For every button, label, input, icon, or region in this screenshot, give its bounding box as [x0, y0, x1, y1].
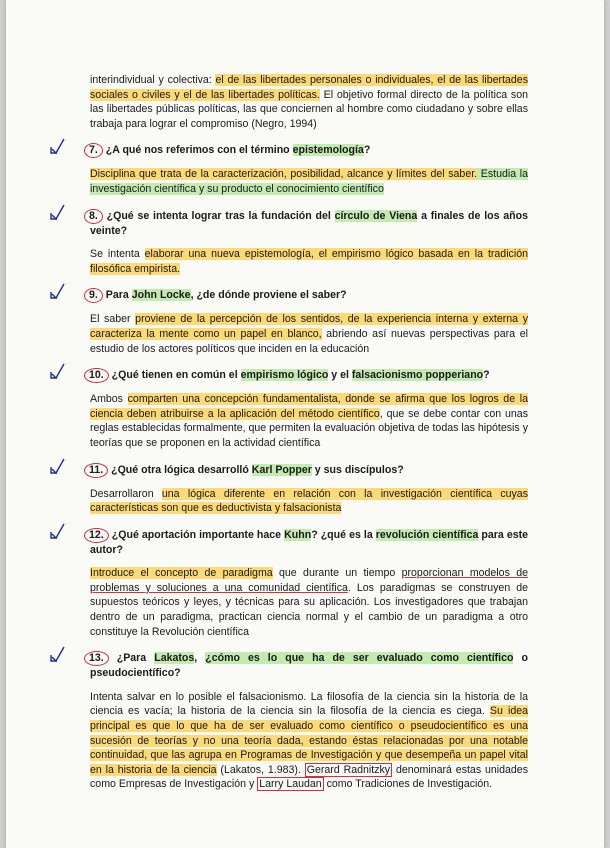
answer-9: El saber proviene de la percepción de los sentidos, de la experiencia interna y externa y caracteriza la mente como un papel en blanco, abriendo así nuevas perspectivas para el estudio de los actores políticos que inciden en la educación [90, 313, 529, 355]
question-number: 10. [84, 368, 109, 383]
answer-10: Ambos comparten una concepción fundamentalista, donde se afirma que los logros de la ciencia deben atribuirse a la aplicación del método científico, que se debe contar con unas reglas establecidas formalmente, que permiten la evaluación objetiva de todas las hipótesis y teorías que se proponen en la actividad científica [90, 393, 528, 449]
checkmark-icon [48, 362, 68, 382]
question-number: 13. [84, 651, 109, 666]
question-number: 9. [84, 288, 103, 303]
question-11: 11. ¿Qué otra lógica desarrolló Karl Popper y sus discípulos? [90, 463, 528, 478]
question-number: 7. [84, 143, 103, 158]
answer-12: Introduce el concepto de paradigma que durante un tiempo proporcionan modelos de problemas y soluciones a una comunidad científica. Los paradigmas se construyen de supuestos teóricos y leyes, y técnicas para su aplicación. Los investigadores que trabajan dentro de un paradigma, practican ciencia normal y el cambio de un paradigma a otro constituye la Revolución científica [90, 567, 528, 638]
question-7: 7. ¿A qué nos referimos con el término epistemología? [90, 143, 528, 158]
answer-13: Intenta salvar en lo posible el falsacionismo. La filosofía de la ciencia sin la historia de la ciencia es vacía; la historia de la ciencia sin la filosofía de la ciencia es ciega. Su idea principal es que lo que ha de ser evaluado como científico o pseudocientífico es una sucesión de teorías y no una teoría dada, estando éstas relacionadas por una notable continuidad, que las agrupa en Programas de Investigación y que desempeña un papel vital en la historia de la ciencia (Lakatos, 1.983). Gerard Radnitzky denominará estas unidades como Empresas de Investigación y Larry Laudan como Tradiciones de Investigación. [90, 690, 528, 791]
question-number: 12. [84, 528, 109, 543]
answer-7: Disciplina que trata de la caracterización, posibilidad, alcance y límites del saber. Estudia la investigación científica y su producto el conocimiento científico [90, 168, 529, 195]
checkmark-icon [48, 282, 68, 302]
question-10: 10. ¿Qué tienen en común el empirismo lógico y el falsacionismo popperiano? [90, 368, 528, 383]
boxed-name: Gerard Radnitzky [306, 763, 391, 776]
boxed-name: Larry Laudan [259, 778, 322, 791]
checkmark-icon [48, 137, 68, 157]
intro-paragraph: interindividual y colectiva: el de las libertades personales o individuales, el de las libertades sociales o civiles y el de las libertades políticas. El objetivo formal directo de la política son las libertades públicas políticas, las que conciernen al hombre como ciudadano y sobre ellas trabaja para lograr el compromiso (Negro, 1994) [90, 74, 528, 130]
question-8: 8. ¿Qué se intenta lograr tras la fundación del círculo de Viena a finales de los años veinte? [90, 209, 528, 239]
question-number: 11. [84, 463, 108, 478]
answer-8: Se intenta elaborar una nueva epistemología, el empirismo lógico basada en la tradición filosófica empirista. [90, 248, 528, 275]
checkmark-icon [48, 645, 68, 665]
question-12: 12. ¿Qué aportación importante hace Kuhn? ¿qué es la revolución científica para este autor? [90, 528, 528, 558]
checkmark-icon [48, 457, 68, 477]
checkmark-icon [48, 522, 68, 542]
checkmark-icon [48, 203, 68, 223]
answer-11: Desarrollaron una lógica diferente en relación con la investigación científica cuyas características son que es deductivista y falsacionista [90, 487, 528, 515]
question-number: 8. [84, 209, 103, 224]
question-13: 13. ¿Para Lakatos, ¿cómo es lo que ha de ser evaluado como científico o pseudocientífico? [90, 651, 528, 681]
document-page [6, 0, 604, 848]
question-9: 9. Para John Locke, ¿de dónde proviene el saber? [90, 288, 528, 303]
page-content [90, 73, 528, 792]
